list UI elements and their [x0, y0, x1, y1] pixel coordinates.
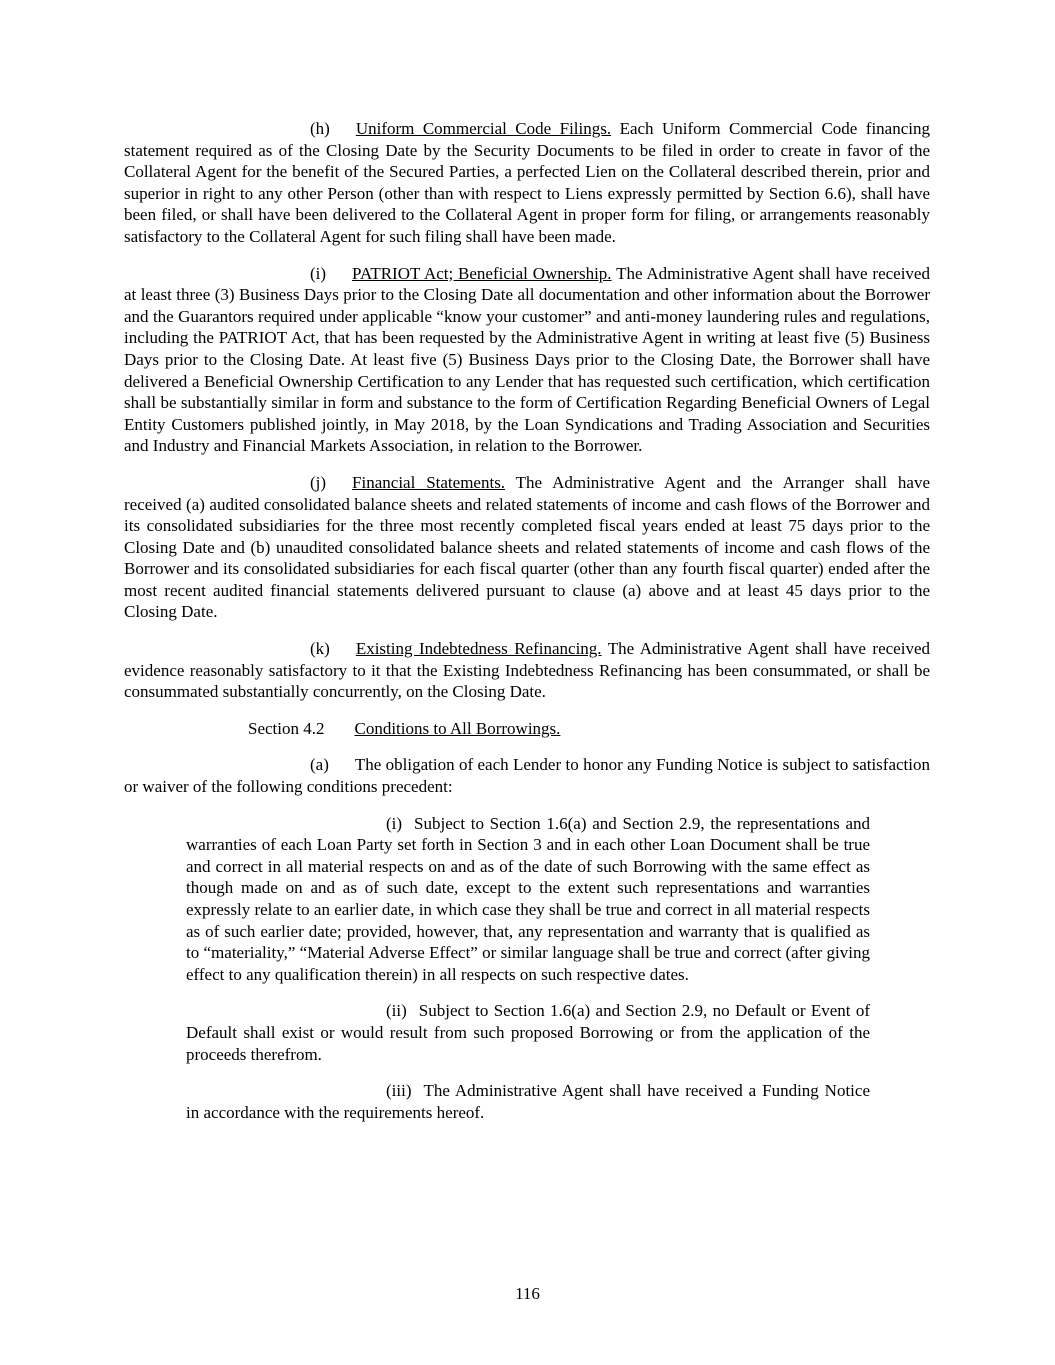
section-title: Conditions to All Borrowings.: [354, 718, 561, 738]
subclause-ii: [186, 1000, 870, 1065]
subclause-iii-label: (iii): [386, 1081, 412, 1101]
subclause-i-body: Subject to Section 1.6(a) and Section 2.9, the representations and warranties of each Loan Party set forth in Section 3 and in each other Loan Document shall be true and correct in all material respects on and as of the date of such Borrowing with the same effect as though made on and as of such date, except to the extent such representations and warranties expressly relate to an earlier date, in which case they shall be true and correct in all material respects as of such earlier date; provided, however, that, any representation and warranty that is qualified as to “materiality,” “Material Adverse Effect” or similar language shall be true and correct (after giving effect to any qualification therein) in all respects on such respective dates.: [186, 813, 870, 984]
paragraph-h-heading: Uniform Commercial Code Filings.: [355, 119, 612, 138]
section-heading: [124, 718, 930, 740]
clause-a: [124, 754, 930, 797]
subclause-i-label: (i): [386, 813, 403, 833]
section-label: Section 4.2: [248, 718, 325, 738]
clause-a-body: The obligation of each Lender to honor any Funding Notice is subject to satisfaction or waiver of the following conditions precedent:: [124, 755, 930, 797]
paragraph-h-label: (h): [310, 119, 330, 138]
paragraph-k: [124, 638, 930, 703]
paragraph-h: [124, 118, 930, 248]
subclause-ii-body: Subject to Section 1.6(a) and Section 2.9, no Default or Event of Default shall exist or would result from such proposed Borrowing or from the application of the proceeds therefrom.: [186, 1001, 870, 1064]
paragraph-i-label: (i): [310, 263, 327, 283]
subclause-iii-body: The Administrative Agent shall have received a Funding Notice in accordance with the requirements hereof.: [186, 1081, 870, 1122]
paragraph-k-body: The Administrative Agent shall have received evidence reasonably satisfactory to it that the Existing Indebtedness Refinancing has been consummated, or shall be consummated substantially concurrently, on the Closing Date.: [124, 639, 930, 702]
paragraph-j: [124, 472, 930, 623]
page-number: 116: [515, 1284, 540, 1303]
paragraph-i: [124, 263, 930, 457]
subclause-ii-label: (ii): [386, 1001, 407, 1021]
paragraph-i-heading: PATRIOT Act; Beneficial Ownership.: [352, 263, 612, 283]
paragraph-h-body: Each Uniform Commercial Code financing statement required as of the Closing Date by the Security Documents to be filed in order to create in favor of the Collateral Agent for the benefit of the Secured Parties, a perfected Lien on the Collateral described therein, prior and superior in right to any other Person (other than with respect to Liens expressly permitted by Section 6.6), shall have been filed, or shall have been delivered to the Collateral Agent in proper form for filing, or arrangements reasonably satisfactory to the Collateral Agent for such filing shall have been made.: [124, 119, 930, 246]
paragraph-j-heading: Financial Statements.: [352, 472, 506, 492]
paragraph-j-label: (j): [310, 472, 327, 492]
document-content: [124, 118, 930, 1138]
paragraph-i-body: The Administrative Agent shall have received at least three (3) Business Days prior to the Closing Date all documentation and other information about the Borrower and the Guarantors required under applicable “know your customer” and anti-money laundering rules and regulations, including the PATRIOT Act, that has been requested by the Administrative Agent in writing at least five (5) Business Days prior to the Closing Date. At least five (5) Business Days prior to the Closing Date, the Borrower shall have delivered a Beneficial Ownership Certification to any Lender that has requested such certification, which certification shall be substantially similar in form and substance to the form of Certification Regarding Beneficial Owners of Legal Entity Customers published jointly, in May 2018, by the Loan Syndications and Trading Association and Securities and Industry and Financial Markets Association, in relation to the Borrower.: [124, 263, 930, 456]
subclause-i: [186, 813, 870, 986]
clause-a-label: (a): [310, 755, 329, 775]
paragraph-j-body: The Administrative Agent and the Arranger shall have received (a) audited consolidated balance sheets and related statements of income and cash flows of the Borrower and its consolidated subsidiaries for the three most recently completed fiscal years ended at least 75 days prior to the Closing Date and (b) unaudited consolidated balance sheets and related statements of income and cash flows of the Borrower and its consolidated subsidiaries for each fiscal quarter (other than any fourth fiscal quarter) ended after the most recent audited financial statements delivered pursuant to clause (a) above and at least 45 days prior to the Closing Date.: [124, 472, 930, 622]
subclause-iii: [186, 1080, 870, 1123]
paragraph-k-heading: Existing Indebtedness Refinancing.: [355, 639, 602, 659]
paragraph-k-label: (k): [310, 639, 330, 659]
